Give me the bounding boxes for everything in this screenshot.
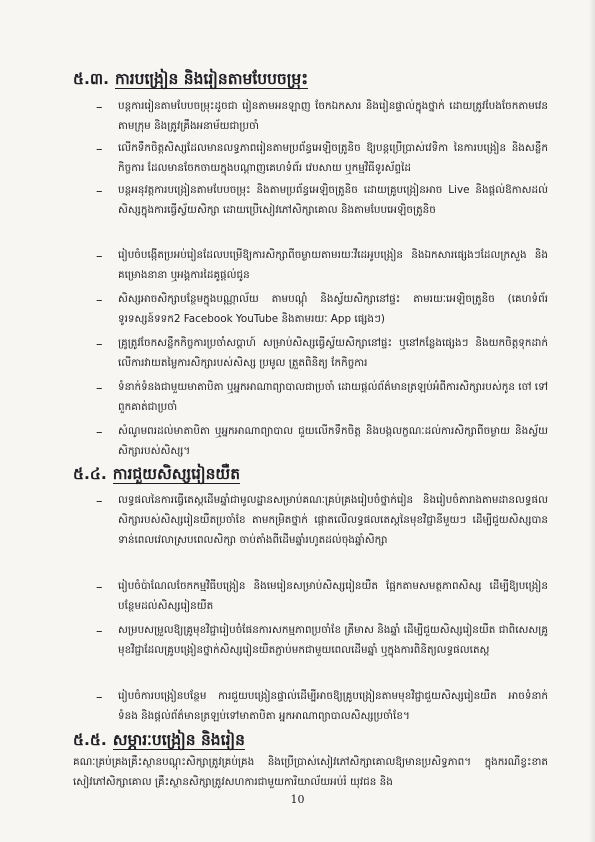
list-item: បន្តការរៀនតាមបែបចម្រុះដូចជា រៀនតាមអនឡាញ ចែកឯកសារ និងរៀនផ្ទាល់ក្នុងថ្នាក់ ដោយត្រូវបែងចែកតាមវេន តាមក្រុម និងត្រូវគ្រឹងអនាម័យជាប្រចាំ: [118, 100, 548, 133]
list-item: បន្តអនុវត្តការបង្រៀនតាមបែបចម្រុះ និងតាមប្រព័ន្ធអេឡិចត្រូនិច ដោយគ្រូបង្រៀនអាច Live និងផ្ដល់ឱកាសដល់សិស្សក្នុងការធ្វើស្វ័យសិក្សា ដោយប្រើសៀវភៅសិក្សាគោល និងតាមបែបអេឡិចត្រូនិច: [118, 184, 548, 217]
list-bullet: –: [96, 494, 103, 509]
section-number: ៥.៤.: [73, 465, 107, 483]
list-bullet: –: [96, 142, 103, 157]
list-bullet: –: [96, 690, 103, 705]
list-item: លើកទឹកចិត្តសិស្សដែលមានលទ្ធភាពរៀនតាមប្រព័ន្ធអេឡិចត្រូនិច ឱ្យបន្តប្រើប្រាស់វេទិកា នៃការបង្រៀន និងសន្លឹកកិច្ចការ ដែលមានចែកចាយក្នុងបណ្ដាញគេហទំព័រ វេបសាយ ឬកម្មវិធីទូរស័ព្ទដៃ: [118, 142, 548, 175]
section-title: ការជួយសិស្សរៀនយឺត: [112, 465, 241, 483]
section-title: ការបង្រៀន និងរៀនតាមបែបចម្រុះ: [115, 70, 309, 88]
section-heading-5-5: [73, 731, 245, 749]
body-paragraph: គណៈគ្រប់គ្រងគ្រឹះស្ថានបណ្ដុះសិក្សាត្រូវគ្រប់គ្រង និងប្រើប្រាស់សៀវភៅសិក្សាគោលឱ្យមានប្រសិទ្ធភាព។ ក្នុងករណីខ្វះខាតសៀវភៅសិក្សាគោល គ្រឹះស្ថានសិក្សាត្រូវសហការជាមួយការិយាល័យអប់រំ យុវជន និង: [73, 756, 548, 789]
list-item: សំណូមពរដល់មាតាបិតា ឬអ្នកអាណាព្យាបាល ជួយលើកទឹកចិត្ត និងបង្កលក្ខណៈដល់ការសិក្សាពីចម្ងាយ និងស្វ័យសិក្សារបស់សិស្ស។: [118, 425, 548, 458]
scan-edge-shadow: [589, 0, 595, 842]
list-item: រៀបចំប៉ាណែលចែកកម្មវិធីបង្រៀន និងមេរៀនសម្រាប់សិស្សរៀនយឺត ផ្អែកតាមសមត្ថភាពសិស្ស ដើម្បីឱ្យបង្រៀនបន្ថែមដល់សិស្សរៀនយឺត: [118, 580, 548, 613]
section-heading-5-3: [73, 70, 308, 88]
list-item: សម្របសម្រួលឱ្យគ្រូមុខវិជ្ជារៀបចំផែនការសកម្មភាពប្រចាំខែ ត្រីមាស និងឆ្នាំ ដើម្បីជួយសិស្សរៀនយឺត ជាពិសេសគ្រូមុខវិជ្ជាដែលគ្រូបង្រៀនថ្នាក់សិស្សរៀនយឺតភ្ជាប់មកជាមួយពេលដើមឆ្នាំ ឬក្នុងការពិនិត្យលទ្ធផលតេស្ត: [118, 624, 548, 657]
list-bullet: –: [96, 249, 103, 264]
list-item: ទំនាក់ទំនងជាមួយមាតាបិតា ឬអ្នកអាណាព្យាបាលជាប្រចាំ ដោយផ្ដល់ព័ត៌មានត្រឡប់អំពីការសិក្សារបស់កូន ចៅ ទៅពួកគាត់ជាប្រចាំ: [118, 381, 548, 414]
list-bullet: –: [96, 580, 103, 595]
list-item: សិស្សអាចសិក្សាបន្ថែមក្នុងបណ្ណាល័យ តាមបណ្ដុំ និងស្វ័យសិក្សានៅផ្ទះ តាមរយៈអេឡិចត្រូនិច (គេហទំព័រ ទូរទស្សន៍ទទក2 Facebook YouTube និងតាមរយៈ App ផ្សេងៗ): [118, 293, 548, 326]
section-title: សម្ភារៈបង្រៀន និងរៀន: [112, 731, 245, 749]
list-bullet: –: [96, 184, 103, 199]
list-bullet: –: [96, 425, 103, 440]
list-item: គ្រូត្រូវចែកសន្លឹកកិច្ចការប្រចាំសប្តាហ៍ សម្រាប់សិស្សធ្វើស្វ័យសិក្សានៅផ្ទះ ឬនៅកន្លែងផ្សេងៗ និងយកចិត្តទុកដាក់លើការវាយតម្លៃការសិក្សារបស់សិស្ស ប្រមូល ត្រួតពិនិត្យ កែកិច្ចការ: [118, 337, 548, 370]
list-item: រៀបចំការបង្រៀនបន្ថែម ការជួយបង្រៀនផ្ទាល់ដើម្បីអាចឱ្យគ្រូបង្រៀនតាមមុខវិជ្ជាជួយសិស្សរៀនយឺត អាចទំនាក់ទំនង និងផ្ដល់ព័ត៌មានត្រឡប់ទៅមាតាបិតា អ្នកអាណាព្យាបាលសិស្សប្រចាំខែ។: [118, 690, 548, 723]
section-number: ៥.៣.: [73, 70, 109, 88]
list-item: លទ្ធផលនៃការធ្វើតេស្តដើមឆ្នាំជាមូលដ្ឋានសម្រាប់គណៈគ្រប់គ្រងរៀបចំថ្នាក់រៀន និងរៀបចំតារាងតាមដានលទ្ធផលសិក្សារបស់សិស្សរៀនយឺតប្រចាំខែ តាមកម្រិតថ្នាក់ ផ្ដោតលើលទ្ធផលតេស្តនៃមុខវិជ្ជានីមួយៗ ដើម្បីជួយសិស្សបានទាន់ពេលវេលាស្របពេលសិក្សា ចាប់តាំងពីដើមឆ្នាំរហូតដល់ចុងឆ្នាំសិក្សា: [118, 494, 548, 547]
list-bullet: –: [96, 337, 103, 352]
section-heading-5-4: [73, 465, 240, 483]
section-number: ៥.៥.: [73, 731, 107, 749]
list-bullet: –: [96, 100, 103, 115]
list-bullet: –: [96, 381, 103, 396]
list-item: រៀបចំបង្កើតប្រអប់រៀនដែលបម្រើឱ្យការសិក្សាពីចម្ងាយតាមរយៈវីដេអូបង្រៀន និងឯកសារផ្សេងៗដែលក្រសួង និងគម្រោងនានា ឬអង្គការដៃគូផ្ដល់ជូន: [118, 249, 548, 282]
list-bullet: –: [96, 293, 103, 308]
list-bullet: –: [96, 624, 103, 639]
page-number: 10: [290, 793, 305, 806]
